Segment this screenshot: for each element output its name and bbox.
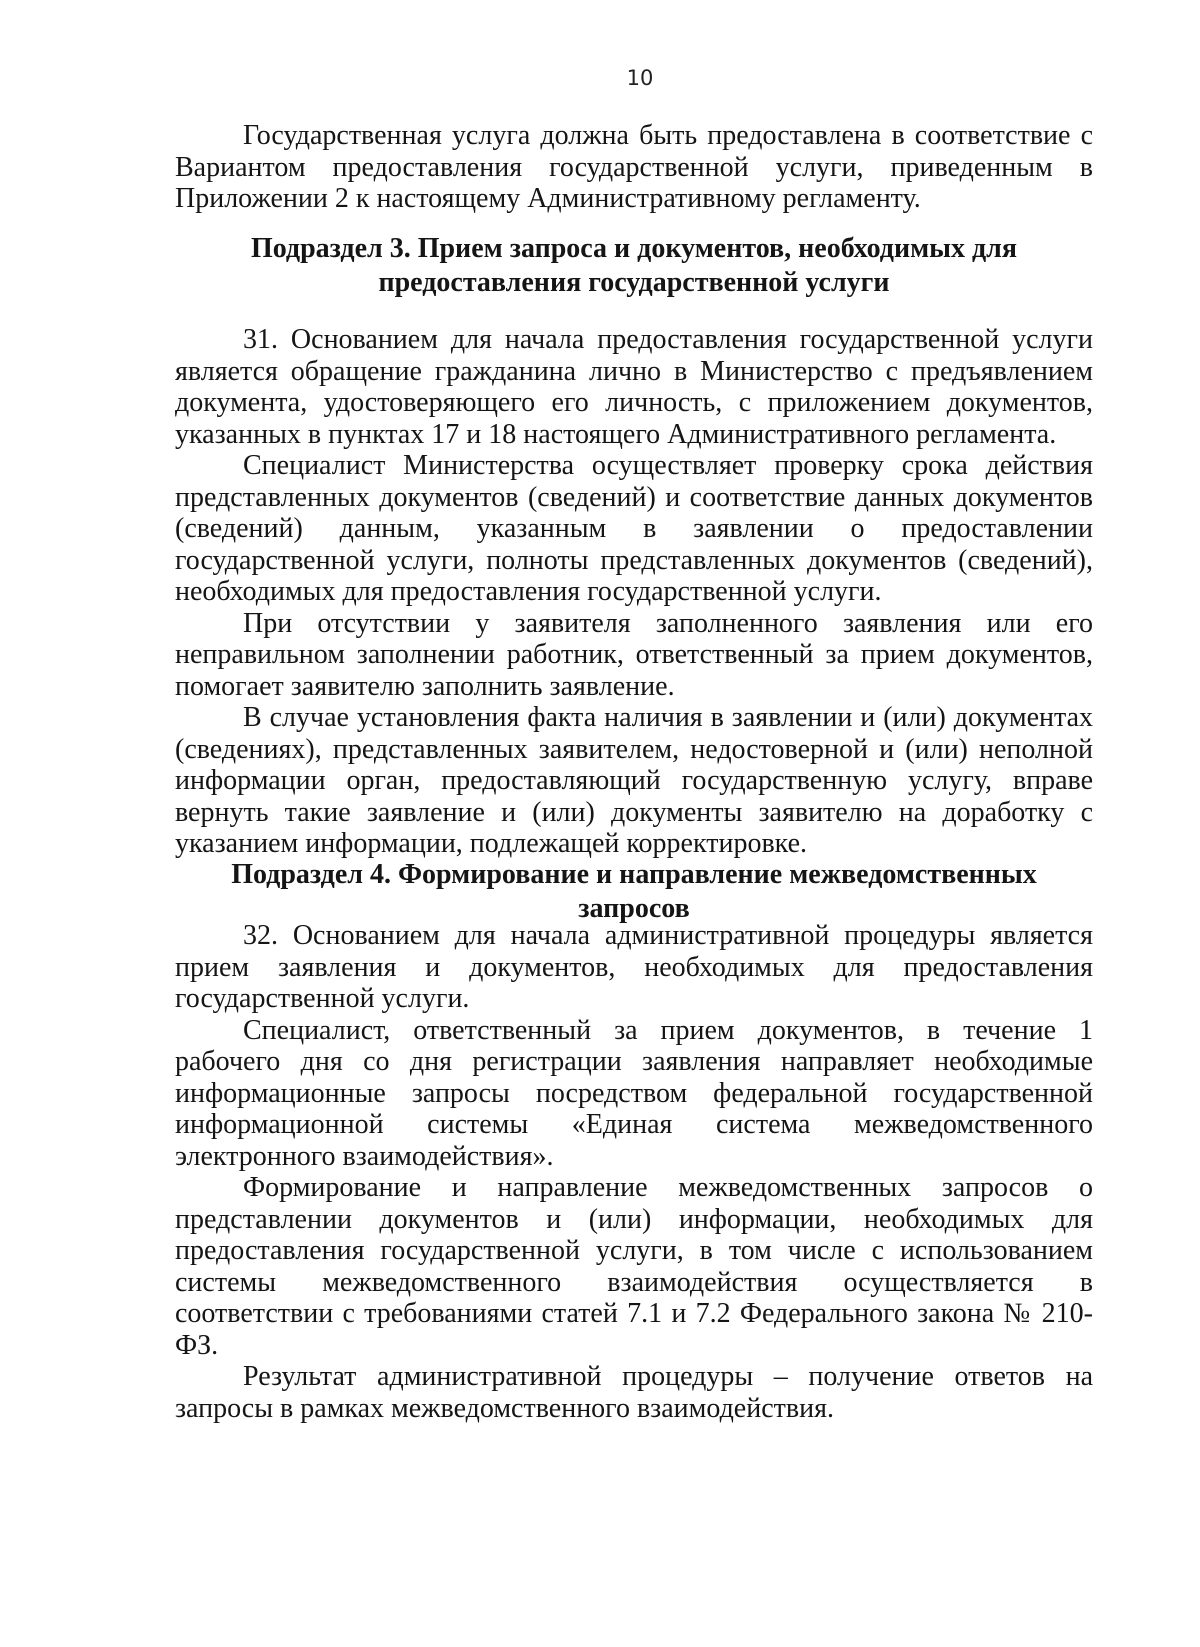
intro-paragraph: Государственная услуга должна быть предоставлена в соответствие с Вариантом предоставления государственной услуги, приведенным в Приложении 2 к настоящему Административному регламенту.	[175, 120, 1093, 214]
subsection-3-body	[175, 324, 1093, 860]
paragraph-32-specialist-requests: Специалист, ответственный за прием документов, в течение 1 рабочего дня со дня регистрации заявления направляет необходимые информационные запросы посредством федеральной государственной информационной системы «Единая система межведомственного электронного взаимодействия».	[175, 1014, 1093, 1172]
paragraph-32-result: Результат административной процедуры – получение ответов на запросы в рамках межведомственного взаимодействия.	[175, 1361, 1093, 1424]
paragraph-31: 31. Основанием для начала предоставления государственной услуги является обращение гражданина лично в Министерство с предъявлением документа, удостоверяющего его личность, с приложением документов, указанных в пунктах 17 и 18 настоящего Административного регламента.	[175, 324, 1093, 450]
paragraph-31-missing-application: При отсутствии у заявителя заполненного заявления или его неправильном заполнении работник, ответственный за прием документов, помогает заявителю заполнить заявление.	[175, 607, 1093, 702]
paragraph-32-formation: Формирование и направление межведомственных запросов о представлении документов и (или) информации, необходимых для предоставления государственной услуги, в том числе с использованием системы межведомственного взаимодействия осуществляется в соответствии с требованиями статей 7.1 и 7.2 Федерального закона № 210-ФЗ.	[175, 1172, 1093, 1361]
subsection-4-heading: Подраздел 4. Формирование и направление межведомственных запросов	[231, 859, 1037, 924]
subsection-4-heading-block	[175, 858, 1093, 926]
intro-block	[175, 120, 1093, 215]
subsection-3-heading-block	[175, 232, 1093, 300]
subsection-3-heading-line2: предоставления государственной услуги	[378, 267, 890, 298]
subsection-4-body	[175, 920, 1093, 1424]
subsection-3-heading-line1: Подраздел 3. Прием запроса и документов, необходимых для	[250, 233, 1018, 264]
paragraph-31-specialist-check: Специалист Министерства осуществляет проверку срока действия представленных документов (сведений) и соответствие данных документов (сведений) данным, указанным в заявлении о предоставлении государственной услуги, полноты представленных документов (сведений), необходимых для предоставления государственной услуги.	[175, 450, 1093, 607]
page-number: 10	[626, 66, 654, 90]
paragraph-31-incorrect-info: В случае установления факта наличия в заявлении и (или) документах (сведениях), представленных заявителем, недостоверной и (или) неполной информации орган, предоставляющий государственную услугу, вправе вернуть такие заявление и (или) документы заявителю на доработку с указанием информации, подлежащей корректировке.	[175, 702, 1093, 859]
paragraph-32: 32. Основанием для начала административной процедуры является прием заявления и документов, необходимых для предоставления государственной услуги.	[175, 920, 1093, 1014]
